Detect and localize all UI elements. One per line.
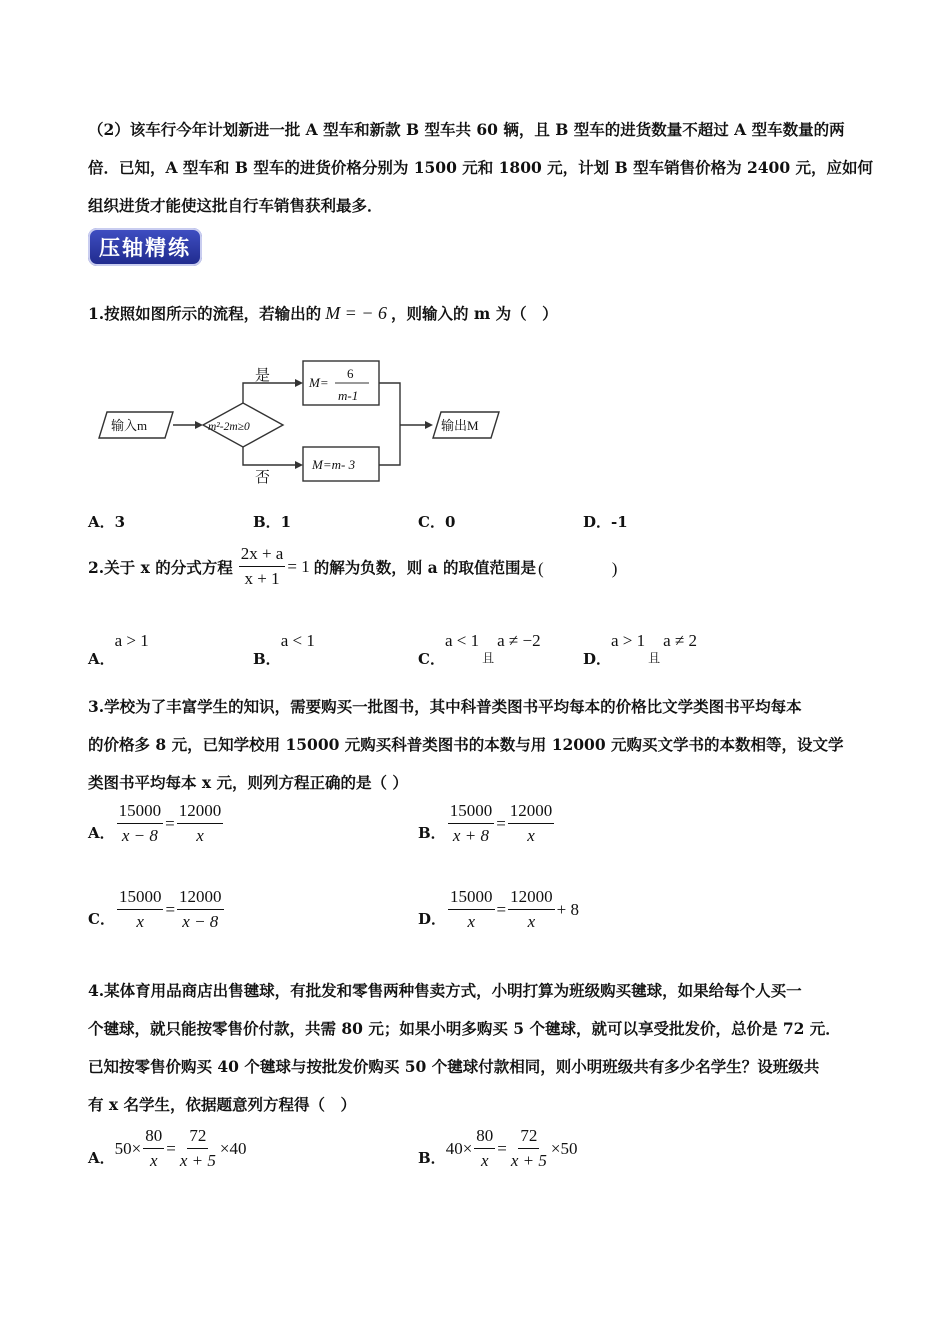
flow-yes-lhs: M=	[309, 375, 329, 390]
q3-d-tail: + 8	[556, 899, 579, 919]
q2-option-d-expr2: a ≠ 2	[663, 631, 698, 650]
q1-text-after: ，则输入的 m 为（ ）	[390, 304, 558, 323]
q3-a-frac-1: $\frac{15000}{x - 8}$	[118, 801, 162, 845]
q2-fraction	[239, 545, 286, 588]
q1-option-b[interactable]: B．1	[253, 513, 292, 531]
q3-b-frac-2: $\frac{12000}{x}$	[509, 801, 553, 845]
flow-yes-num: 6	[347, 366, 354, 381]
q2-denominator: x + 1	[244, 568, 280, 588]
flow-yes-label: 是	[255, 366, 271, 384]
q1-option-d[interactable]: D．-1	[583, 513, 628, 531]
q1-text-before: 1.按照如图所示的流程，若输出的	[88, 304, 322, 323]
q4-option-a[interactable]: A． 50× $\frac{80}{x}$ = $\frac{72}{x + 5}$ ×40	[88, 1126, 247, 1170]
q4-a-frac-2: $\frac{72}{x + 5}$	[179, 1126, 216, 1170]
q3-option-b[interactable]: B． $\frac{15000}{x + 8}$ = $\frac{12000}{x}$	[418, 801, 553, 845]
q3-option-a[interactable]: A． $\frac{15000}{x - 8}$ = $\frac{12000}{x}$	[88, 801, 222, 845]
q3-d-frac-1: $\frac{15000}{x}$	[450, 887, 493, 931]
q2-option-c-qie: 且	[482, 651, 495, 665]
q4-b-frac-1: $\frac{80}{x}$	[476, 1126, 494, 1170]
q2-option-d-expr: a > 1	[611, 631, 646, 650]
q4-line-2: 个毽球，就只能按零售价付款，共需 80 元；如果小明多购买 5 个毽球，就可以享受批发价，总价是 72 元．	[88, 1019, 841, 1038]
q4-line-3: 已知按零售价购买 40 个毽球与按批发价购买 50 个毽球付款相同，则小明班级共有多少名学生？设班级共	[88, 1057, 820, 1076]
flow-input-text: 输入m	[111, 418, 148, 433]
q2-equals: = 1	[287, 556, 310, 576]
q3-d-frac-2: $\frac{12000}{x}$	[510, 887, 553, 931]
q4-b-frac-2: $\frac{72}{x + 5}$	[510, 1126, 547, 1170]
flow-output-text: 输出M	[441, 418, 479, 433]
q2-text-after: 的解为负数，则 a 的取值范围是	[313, 557, 537, 577]
q3-line-3: 类图书平均每本 x 元，则列方程正确的是（ ）	[88, 773, 408, 792]
q2-option-c[interactable]: C．$a < 1_且a \ne -2$	[418, 631, 541, 668]
q1-option-c[interactable]: C．0	[418, 513, 456, 531]
q4-a-frac-1: $\frac{80}{x}$	[145, 1126, 163, 1170]
q1-formula: M = − 6	[325, 303, 387, 323]
q3-line-2: 的价格多 8 元，已知学校用 15000 元购买科普类图书的本数与用 12000 元购买文学书的本数相等，设文学	[88, 735, 844, 754]
q2-option-a-expr: a > 1	[114, 631, 149, 650]
q2-option-b-expr: a < 1	[280, 631, 315, 650]
q1-flowchart	[95, 356, 515, 488]
q2-stem	[88, 545, 617, 588]
flow-condition-text: m²-2m≥0	[208, 421, 250, 433]
q3-option-d[interactable]: D． $\frac{15000}{x}$ = $\frac{12000}{x}$ + 8	[418, 887, 579, 931]
q3-b-frac-1: $\frac{15000}{x + 8}$	[449, 801, 493, 845]
q3-line-1: 3.学校为了丰富学生的知识，需要购买一批图书，其中科普类图书平均每本的价格比文学类图书平均每本	[88, 697, 802, 716]
q3-a-frac-2: $\frac{12000}{x}$	[178, 801, 222, 845]
q2-option-c-expr2: a ≠ −2	[497, 631, 541, 650]
q3-option-c[interactable]: C． $\frac{15000}{x}$ = $\frac{12000}{x - 8}$	[88, 887, 222, 931]
q4-line-4: 有 x 名学生，依据题意列方程得（ ）	[88, 1095, 357, 1114]
q4-line-1: 4.某体育用品商店出售毽球，有批发和零售两种售卖方式，小明打算为班级购买毽球，如果给每个人买一	[88, 981, 802, 1000]
q2-numerator: 2x + a	[239, 545, 286, 567]
flow-no-text: M=m- 3	[312, 457, 356, 472]
flow-no-label: 否	[255, 468, 271, 486]
intro-line-3: 组织进货才能使这批自行车销售获利最多．	[88, 196, 383, 215]
q2-option-a[interactable]: A．a > 1	[88, 631, 149, 668]
q4-option-b[interactable]: B． 40× $\frac{80}{x}$ = $\frac{72}{x + 5}$ ×50	[418, 1126, 578, 1170]
flow-yes-den: m-1	[338, 388, 359, 403]
q2-option-d[interactable]: D．$a > 1_且a \ne 2$	[583, 631, 698, 668]
section-banner: 压轴精练	[88, 228, 202, 266]
q2-option-d-qie: 且	[648, 651, 661, 665]
q2-option-c-expr: a < 1	[444, 631, 480, 650]
q3-c-frac-2: $\frac{12000}{x - 8}$	[179, 887, 222, 931]
q2-paren: ( )	[538, 559, 618, 579]
q1-option-a[interactable]: A．3	[88, 513, 126, 531]
q3-c-frac-1: $\frac{15000}{x}$	[118, 887, 162, 931]
q2-option-b[interactable]: B．a < 1	[253, 631, 315, 668]
intro-line-2: 倍．已知，A 型车和 B 型车的进货价格分别为 1500 元和 1800 元，计划 B 型车销售价格为 2400 元，应如何	[88, 158, 874, 177]
q1-stem	[88, 302, 558, 324]
intro-line-1: （2）该车行今年计划新进一批 A 型车和新款 B 型车共 60 辆，且 B 型车的进货数量不超过 A 型车数量的两	[88, 120, 845, 139]
q2-text-before: 2.关于 x 的分式方程	[88, 557, 233, 577]
